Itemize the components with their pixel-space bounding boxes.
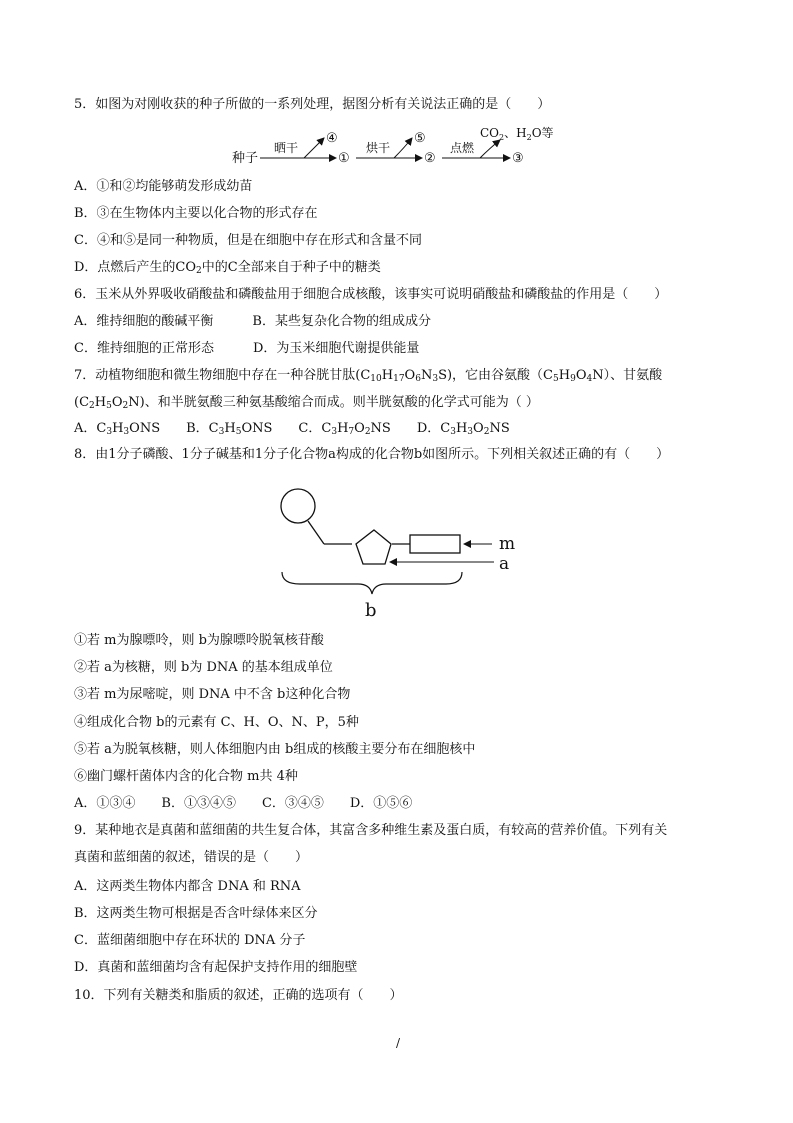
q7-option-d: D．$C_3H_3O_2NS$ xyxy=(416,421,510,437)
brace-b xyxy=(282,572,462,594)
q5-option-b: B．③在生物体内主要以化合物的形式存在 xyxy=(74,206,318,221)
q9-option-b: B．这两类生物可根据是否含叶绿体来区分 xyxy=(74,906,318,921)
q5-stem: 5．如图为对刚收获的种子所做的一系列处理，据图分析有关说法正确的是（ ） xyxy=(74,97,551,112)
q8-options: A．①③④ B．①③④⑤ C．③④⑤ D．①⑤⑥ xyxy=(74,796,413,811)
q8-statement-1: ①若 m为腺嘌呤，则 b为腺嘌呤脱氧核苷酸 xyxy=(74,633,324,648)
q10-stem: 10．下列有关糖类和脂质的叙述，正确的选项有（ ） xyxy=(74,988,403,1003)
q8-stem: 8．由1分子磷酸、1分子碱基和1分子化合物a构成的化合物b如图所示。下列相关叙述正确的有（ ） xyxy=(74,447,670,462)
flow-n1: ① xyxy=(338,151,350,166)
q7-option-b: B．$C_3H_5ONS$ xyxy=(186,421,273,437)
flow-n4: ④ xyxy=(326,131,338,146)
label-b: b xyxy=(365,600,377,621)
pentose-pentagon xyxy=(356,530,391,564)
flow-products: $CO_2$、$H_2O$等 xyxy=(480,126,554,142)
q8-statement-3: ③若 m为尿嘧啶，则 DNA 中不含 b这种化合物 xyxy=(74,687,351,702)
base-rectangle xyxy=(410,535,460,553)
q9-option-c: C．蓝细菌细胞中存在环状的 DNA 分子 xyxy=(74,933,306,948)
q7-stem-line2: $(C_2H_5O_2N)$、和半胱氨酸三种氨基酸缩合而成。则半胱氨酸的化学式可能为（ ） xyxy=(74,395,539,411)
label-a: a xyxy=(499,554,510,574)
q7-stem-line1: 7．动植物细胞和微生物细胞中存在一种谷胱甘肽$(C_{10}H_{17}O_6N_3S)$，它由谷氨酸$(C_5H_9O_4N)$、甘氨酸 xyxy=(74,368,663,384)
nucleotide-diagram xyxy=(266,478,536,628)
flow-n3: ③ xyxy=(512,151,524,166)
flow-n5: ⑤ xyxy=(414,131,426,146)
q7-option-a: A．$C_3H_3ONS$ xyxy=(74,421,161,437)
q9-option-d: D．真菌和蓝细菌均含有起保护支持作用的细胞壁 xyxy=(74,960,358,975)
q9-stem-line1: 9．某种地衣是真菌和蓝细菌的共生复合体，其富含多种维生素及蛋白质，有较高的营养价值。下列有关 xyxy=(74,823,668,838)
label-m: m xyxy=(499,534,516,554)
q6-options-row2: C．维持细胞的正常形态 D．为玉米细胞代谢提供能量 xyxy=(74,341,420,356)
q6-stem: 6．玉米从外界吸收硝酸盐和磷酸盐用于细胞合成核酸，该事实可说明硝酸盐和磷酸盐的作用是（ ） xyxy=(74,287,668,302)
q8-statement-2: ②若 a为核糖，则 b为 DNA 的基本组成单位 xyxy=(74,660,333,675)
q7-options xyxy=(74,420,510,438)
q7-option-c: C．$C_3H_7O_2NS$ xyxy=(298,421,391,437)
q5-option-d: D．点燃后产生的$CO_2$中的C全部来自于种子中的糖类 xyxy=(74,260,381,276)
flow-step1: 晒干 xyxy=(274,141,299,155)
flow-seed: 种子 xyxy=(232,151,259,166)
q8-statement-4: ④组成化合物 b的元素有 C、H、O、N、P，5种 xyxy=(74,715,359,730)
q8-statement-5: ⑤若 a为脱氧核糖，则人体细胞内由 b组成的核酸主要分布在细胞核中 xyxy=(74,742,476,757)
flow-step3: 点燃 xyxy=(450,141,475,155)
page-mark: / xyxy=(396,1036,401,1050)
q8-statement-6: ⑥幽门螺杆菌体内含的化合物 m共 4种 xyxy=(74,769,298,784)
q6-options-row1: A．维持细胞的酸碱平衡 B．某些复杂化合物的组成成分 xyxy=(74,314,431,329)
q9-option-a: A．这两类生物体内都含 DNA 和 RNA xyxy=(74,879,301,894)
q9-stem-line2: 真菌和蓝细菌的叙述，错误的是（ ） xyxy=(74,850,309,865)
flow-n2: ② xyxy=(424,151,436,166)
phosphate-circle xyxy=(281,489,315,523)
q5-option-c: C．④和⑤是同一种物质，但是在细胞中存在形式和含量不同 xyxy=(74,233,422,248)
flow-step2: 烘干 xyxy=(366,141,391,155)
q5-option-a: A．①和②均能够萌发形成幼苗 xyxy=(74,179,253,194)
q5-flow-diagram xyxy=(228,126,568,176)
